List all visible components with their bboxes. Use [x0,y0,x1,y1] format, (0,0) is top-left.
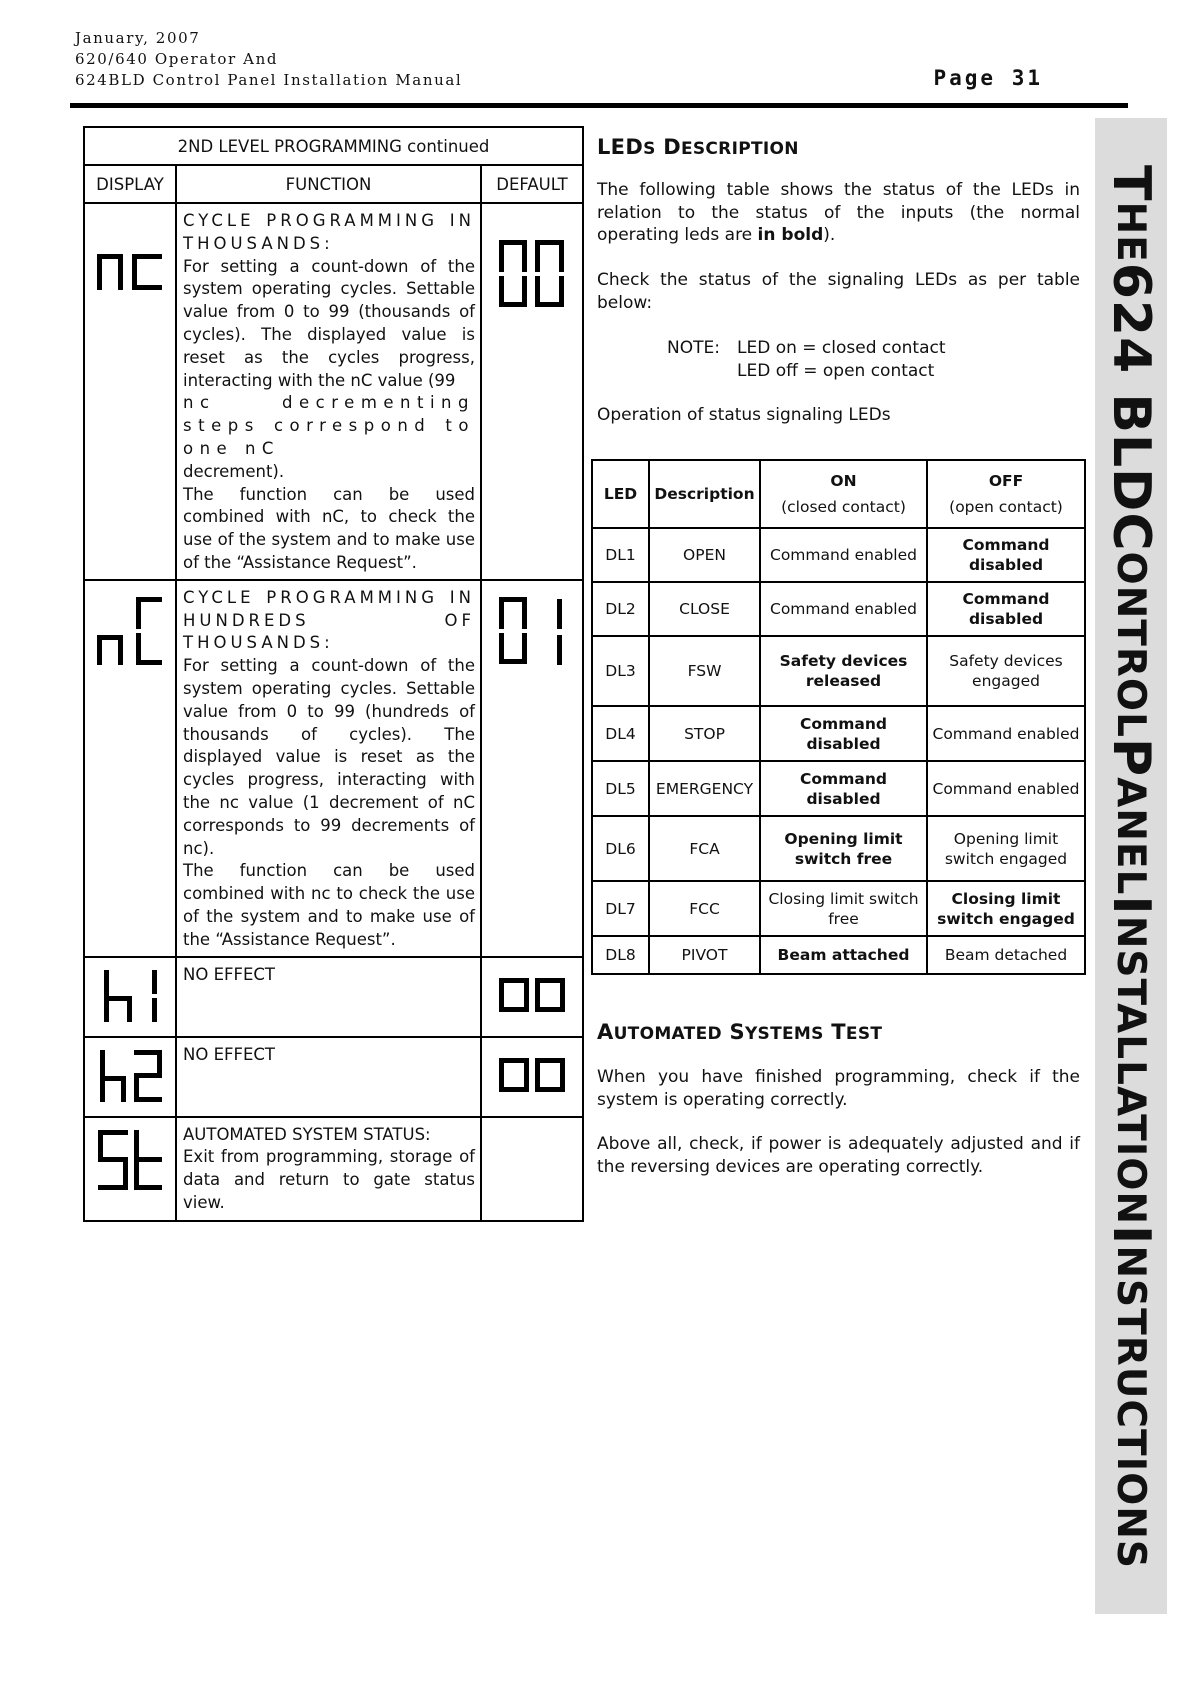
section-heading: LEDS DESCRIPTION [597,135,799,159]
led-description: FCA [649,816,760,881]
header-product: 620/640 Operator And [75,50,279,68]
paragraph: Above all, check, if power is adequately adjusted and if the reversing devices are operating correctly. [597,1134,1080,1178]
table-row [592,582,1085,636]
column-header-default: DEFAULT [481,165,583,203]
default-cell-empty [481,1117,583,1221]
display-code-cell [84,1037,176,1117]
segment-display-00 [482,1050,582,1100]
function-heading: CYCLE PROGRAMMING IN HUNDREDS OF THOUSANDS: [183,587,475,653]
led-off-state: Opening limit switch engaged [927,816,1085,881]
function-cell [176,1117,481,1221]
table-row [592,761,1085,816]
table-row [592,528,1085,582]
led-id: DL6 [592,816,649,881]
segment-display-00 [482,970,582,1020]
function-heading: CYCLE PROGRAMMING IN THOUSANDS: [183,211,475,253]
led-off-state: Command enabled [927,706,1085,761]
segment-display-00-dashes [482,236,582,312]
led-on-state: Command enabled [760,528,927,582]
default-cell [481,580,583,957]
programming-table-title: 2ND LEVEL PROGRAMMING continued [84,127,583,165]
header-on: ON (closed contact) [760,460,927,528]
led-on-state: Opening limit switch free [760,816,927,881]
header-off: OFF (open contact) [927,460,1085,528]
function-text: For setting a count-down of the system operating cycles. Settable value from 0 to 99 (hundreds of thousands of cycles). The displayed value is reset as the cycles progress, interacting with the nc value (1 decrement of nC corresponds to 99 decrements of nc). [183,656,475,858]
table-row [592,636,1085,706]
segment-display-nc [85,246,175,298]
table-row [592,881,1085,936]
led-on-state: Closing limit switch free [760,881,927,936]
table-row [592,936,1085,974]
table-row [84,957,583,1037]
led-off-state: Command enabled [927,761,1085,816]
led-id: DL3 [592,636,649,706]
display-code-cell [84,1117,176,1221]
led-id: DL5 [592,761,649,816]
display-code-cell [84,580,176,957]
side-banner-title: T HE 624 BLD C ONTROL P ANEL I NSTALLATION I NSTRUCTIONS [1101,164,1161,1570]
header-rule [70,103,1128,108]
header-led: LED [592,460,649,528]
paragraph: Check the status of the signaling LEDs as per table below: [597,270,1080,313]
note-line: LED on = closed contact [737,337,946,358]
function-text: For setting a count-down of the system operating cycles. Settable value from 0 to 99 (thousands of cycles). The displayed value is reset as the cycles progress, interacting with the nC value (99 [183,256,475,390]
led-off-state: Beam detached [927,936,1085,974]
header-manual-title: 624BLD Control Panel Installation Manual [75,71,463,89]
segment-display-st [85,1124,175,1200]
led-description: CLOSE [649,582,760,636]
led-description: EMERGENCY [649,761,760,816]
header-description: Description [649,460,760,528]
led-off-state: Closing limit switch engaged [927,881,1085,936]
note-line: LED off = open contact [737,360,935,381]
led-on-state: Command disabled [760,706,927,761]
segment-display-01 [482,593,582,669]
led-description: STOP [649,706,760,761]
programming-table [83,126,584,1222]
note [597,337,1080,383]
function-heading: AUTOMATED SYSTEM STATUS: [183,1124,431,1144]
automated-systems-test-section [597,1021,1080,1179]
led-id: DL2 [592,582,649,636]
function-heading: NO EFFECT [183,1044,276,1064]
function-text: decrement). [183,461,285,481]
function-text: nc decrementing steps correspond to one nC [183,393,475,458]
display-code-cell [84,957,176,1037]
section-heading: AUTOMATED SYSTEMS TEST [597,1020,883,1044]
table-row [84,203,583,580]
paragraph: The following table shows the status of the LEDs in relation to the status of the inputs (the normal operating leds are in bold). [597,179,1080,246]
led-status-table [591,459,1086,975]
led-off-state: Command disabled [927,528,1085,582]
function-cell [176,203,481,580]
led-description: PIVOT [649,936,760,974]
led-id: DL7 [592,881,649,936]
led-on-state: Command enabled [760,582,927,636]
display-code-cell [84,203,176,580]
led-on-state: Safety devices released [760,636,927,706]
function-cell [176,957,481,1037]
led-description: FSW [649,636,760,706]
led-id: DL1 [592,528,649,582]
led-id: DL8 [592,936,649,974]
function-heading: NO EFFECT [183,964,276,984]
led-id: DL4 [592,706,649,761]
table-row [84,1117,583,1221]
paragraph: Operation of status signaling LEDs [597,405,891,426]
led-on-state: Beam attached [760,936,927,974]
segment-display-nl [85,593,175,669]
function-cell [176,1037,481,1117]
function-text: The function can be used combined with nC, to check the use of the system and to make use of the “Assistance Request”. [183,484,475,572]
column-header-display: DISPLAY [84,165,176,203]
column-header-function: FUNCTION [176,165,481,203]
table-row [84,580,583,957]
page-number: Page 31 [933,66,1043,90]
function-cell [176,580,481,957]
table-header-row [592,460,1085,528]
segment-display-h2 [85,1044,175,1110]
segment-display-h1 [85,964,175,1030]
default-cell [481,1037,583,1117]
note-label: NOTE: [667,337,720,358]
table-row [84,1037,583,1117]
function-text: Exit from programming, storage of data and return to gate status view. [183,1147,475,1212]
led-on-state: Command disabled [760,761,927,816]
default-cell [481,203,583,580]
default-cell [481,957,583,1037]
table-row [592,706,1085,761]
led-off-state: Command disabled [927,582,1085,636]
led-description: OPEN [649,528,760,582]
table-row [592,816,1085,881]
header-date: January, 2007 [75,29,201,47]
led-off-state: Safety devices engaged [927,636,1085,706]
function-text: The function can be used combined with nc to check the use of the system and to make use of the “Assistance Request”. [183,861,475,949]
document-header [75,28,462,91]
led-description: FCC [649,881,760,936]
paragraph: When you have finished programming, check if the system is operating correctly. [597,1066,1080,1110]
leds-description-section [597,136,1080,427]
